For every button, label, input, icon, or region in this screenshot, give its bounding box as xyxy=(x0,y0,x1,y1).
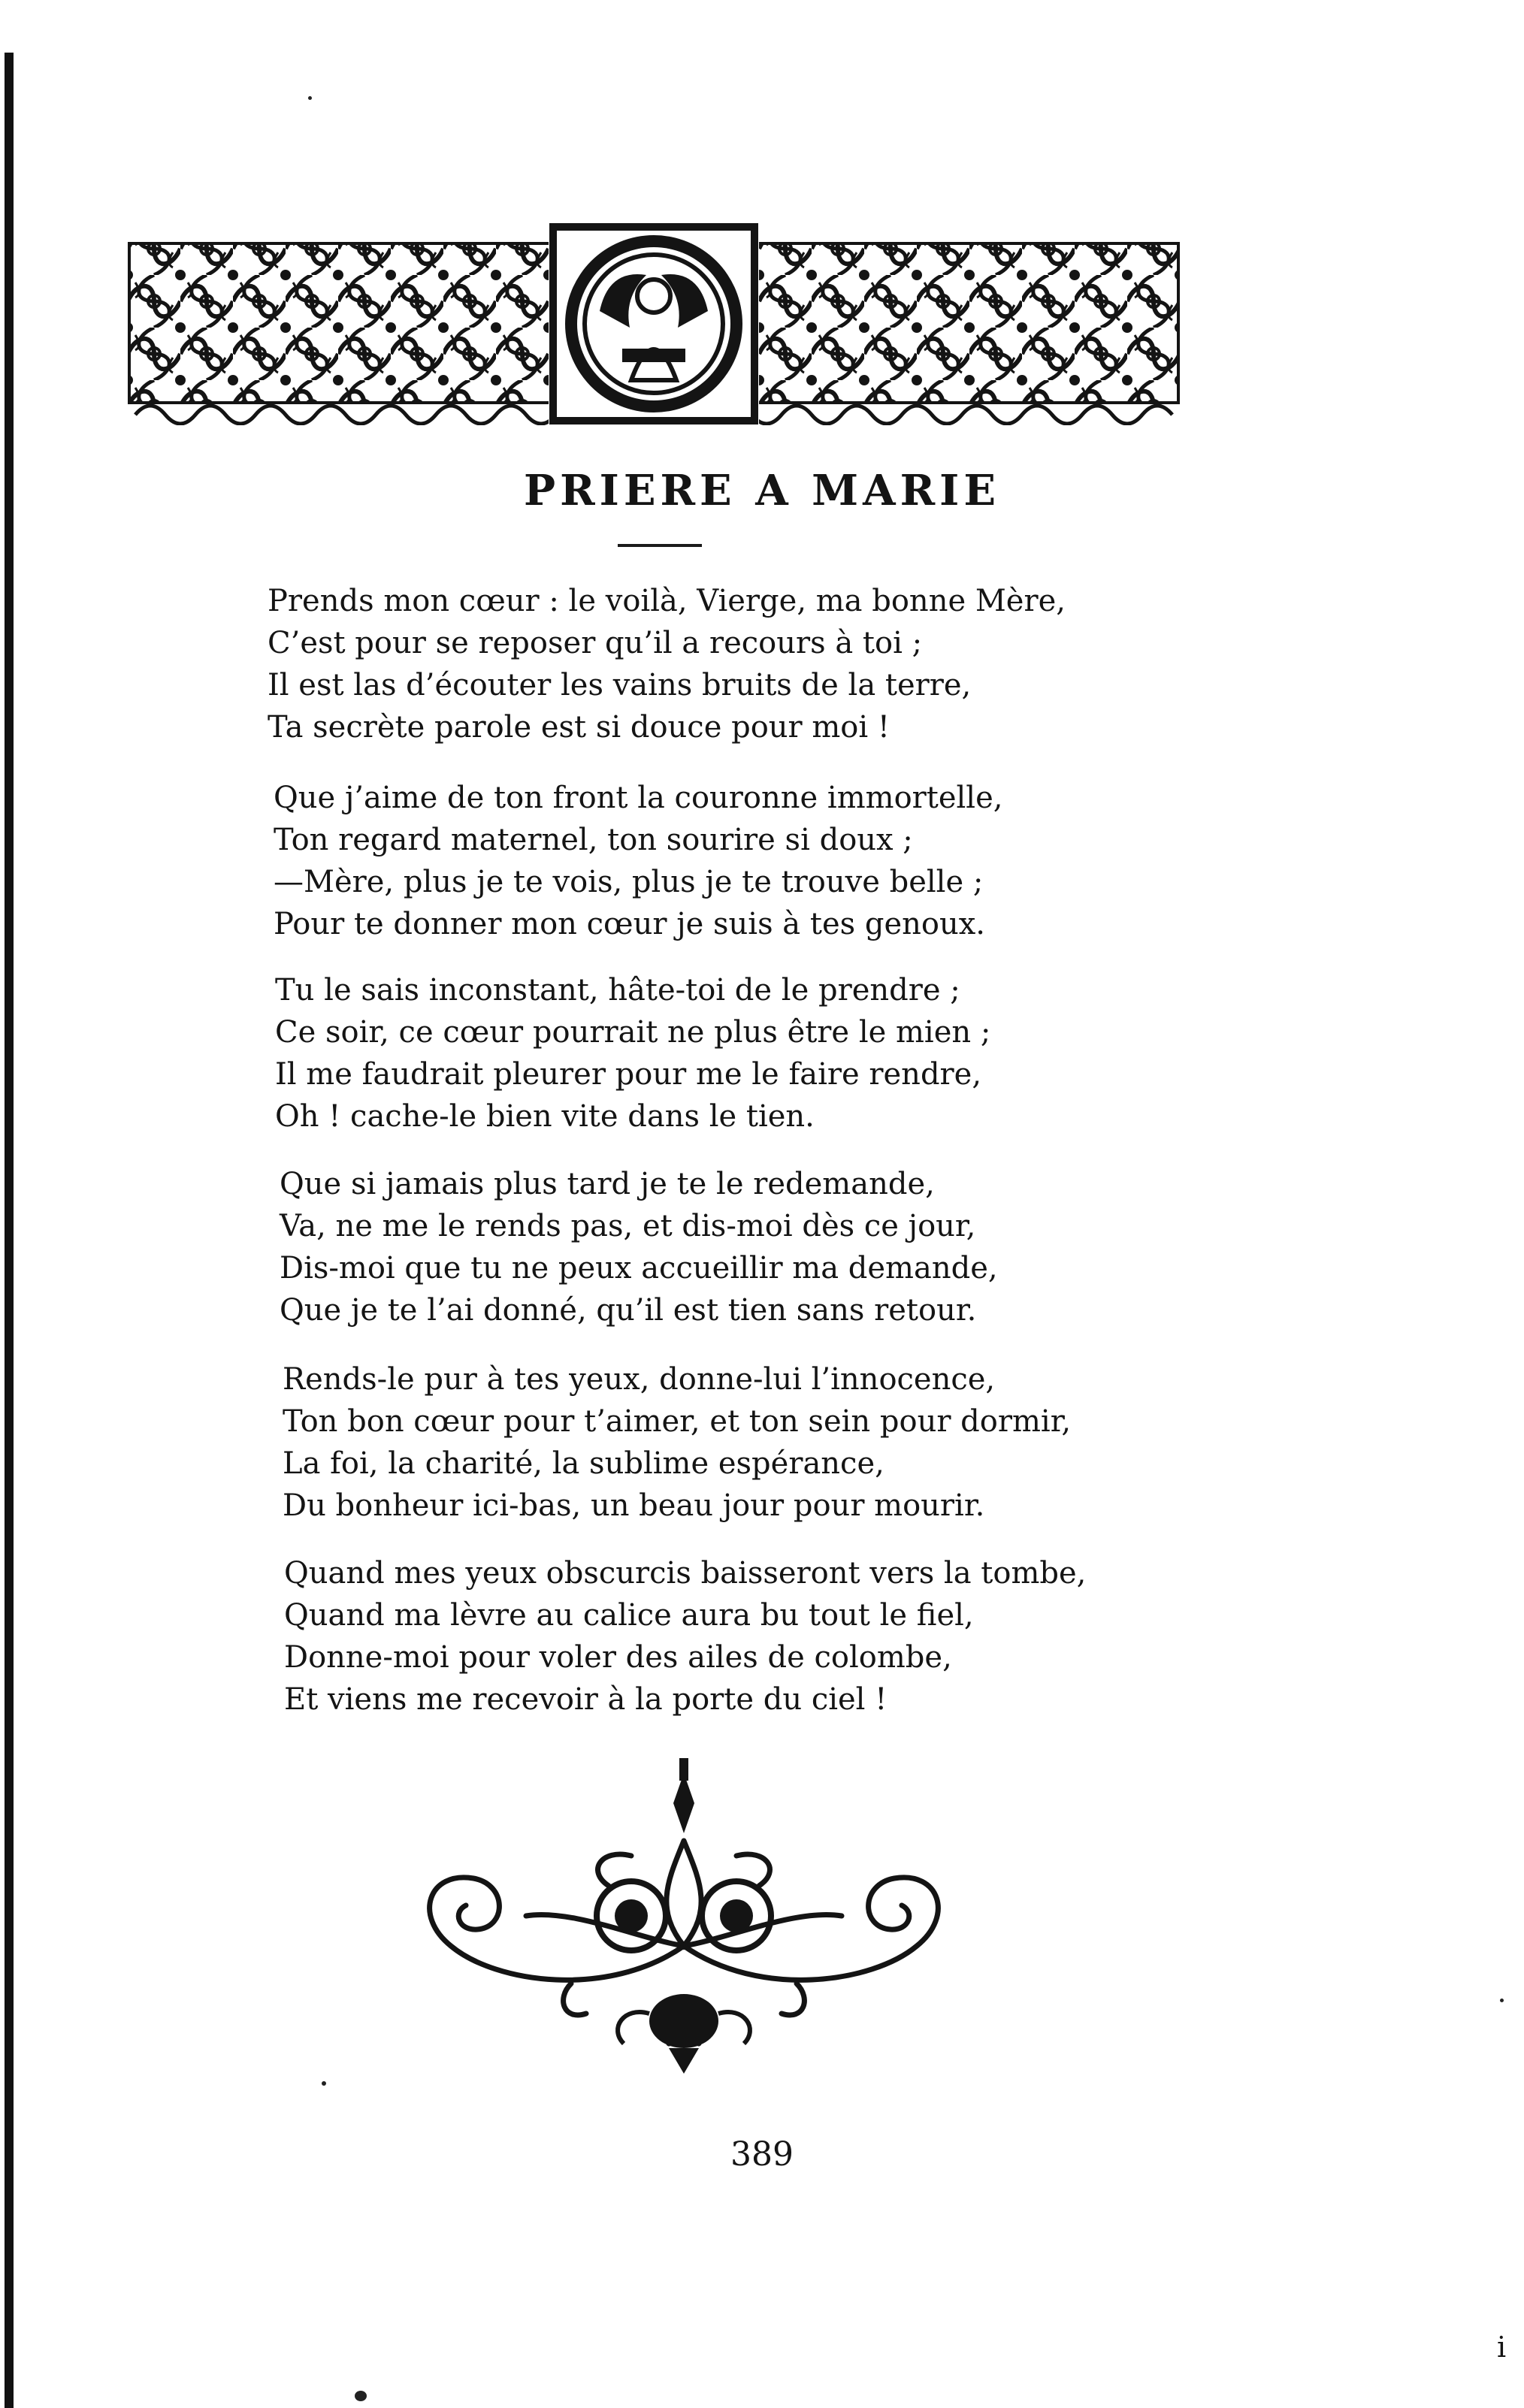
verse-line: Tu le sais inconstant, hâte-toi de le prendre ; xyxy=(275,973,960,1008)
tailpiece-ornament-icon xyxy=(383,1758,984,2111)
verse-line: Il me faudrait pleurer pour me le faire rendre, xyxy=(275,1057,982,1092)
ink-speck xyxy=(322,2081,326,2086)
ink-speck xyxy=(355,2391,367,2401)
verse-line: Et viens me recevoir à la porte du ciel ! xyxy=(284,1682,887,1717)
verse-line: Quand mes yeux obscurcis baisseront vers la tombe, xyxy=(284,1556,1087,1591)
stanza-3 xyxy=(275,969,990,1138)
verse-line: Ce soir, ce cœur pourrait ne plus être le mien ; xyxy=(275,1015,991,1050)
verse-line: Que j’aime de ton front la couronne immortelle, xyxy=(274,781,1003,815)
verse-line: Oh ! cache-le bien vite dans le tien. xyxy=(275,1099,815,1134)
verse-line: Ton regard maternel, ton sourire si doux ; xyxy=(274,823,913,857)
stanza-6 xyxy=(284,1552,1086,1721)
verse-line: Va, ne me le rends pas, et dis-moi dès ce jour, xyxy=(280,1209,976,1243)
verse-line: C’est pour se reposer qu’il a recours à toi ; xyxy=(268,626,923,660)
page-number: 389 xyxy=(730,2135,794,2174)
verse-line: Dis-moi que tu ne peux accueillir ma demande, xyxy=(280,1251,998,1286)
ink-speck xyxy=(308,96,312,100)
ink-speck xyxy=(1500,1999,1504,2002)
verse-line: Il est las d’écouter les vains bruits de la terre, xyxy=(268,668,972,702)
verse-line: Donne-moi pour voler des ailes de colombe, xyxy=(284,1640,952,1675)
stanza-5 xyxy=(283,1358,1071,1527)
headpiece-ornament-icon xyxy=(128,222,1180,425)
verse-line: —Mère, plus je te vois, plus je te trouve belle ; xyxy=(274,865,984,899)
verse-line: Rends-le pur à tes yeux, donne-lui l’innocence, xyxy=(283,1362,996,1397)
verse-line: Ton bon cœur pour t’aimer, et ton sein pour dormir, xyxy=(283,1404,1072,1439)
binding-edge xyxy=(5,53,14,2408)
verse-line: Que je te l’ai donné, qu’il est tien sans retour. xyxy=(280,1293,977,1328)
verse-line: Pour te donner mon cœur je suis à tes genoux. xyxy=(274,907,986,941)
verse-line: Quand ma lèvre au calice aura bu tout le fiel, xyxy=(284,1598,974,1633)
verse-line: Prends mon cœur : le voilà, Vierge, ma bonne Mère, xyxy=(268,584,1066,618)
verse-line: La foi, la charité, la sublime espérance, xyxy=(283,1446,884,1481)
stanza-1 xyxy=(268,580,1066,748)
verse-line: Du bonheur ici-bas, un beau jour pour mourir. xyxy=(283,1488,985,1523)
margin-mark: i xyxy=(1497,2331,1507,2364)
verse-line: Que si jamais plus tard je te le redemande, xyxy=(280,1167,935,1201)
title-divider xyxy=(618,544,702,547)
poem-title: PRIERE A MARIE xyxy=(523,466,1001,515)
verse-line: Ta secrète parole est si douce pour moi ! xyxy=(268,710,890,745)
stanza-4 xyxy=(280,1163,998,1331)
stanza-2 xyxy=(274,777,1003,945)
